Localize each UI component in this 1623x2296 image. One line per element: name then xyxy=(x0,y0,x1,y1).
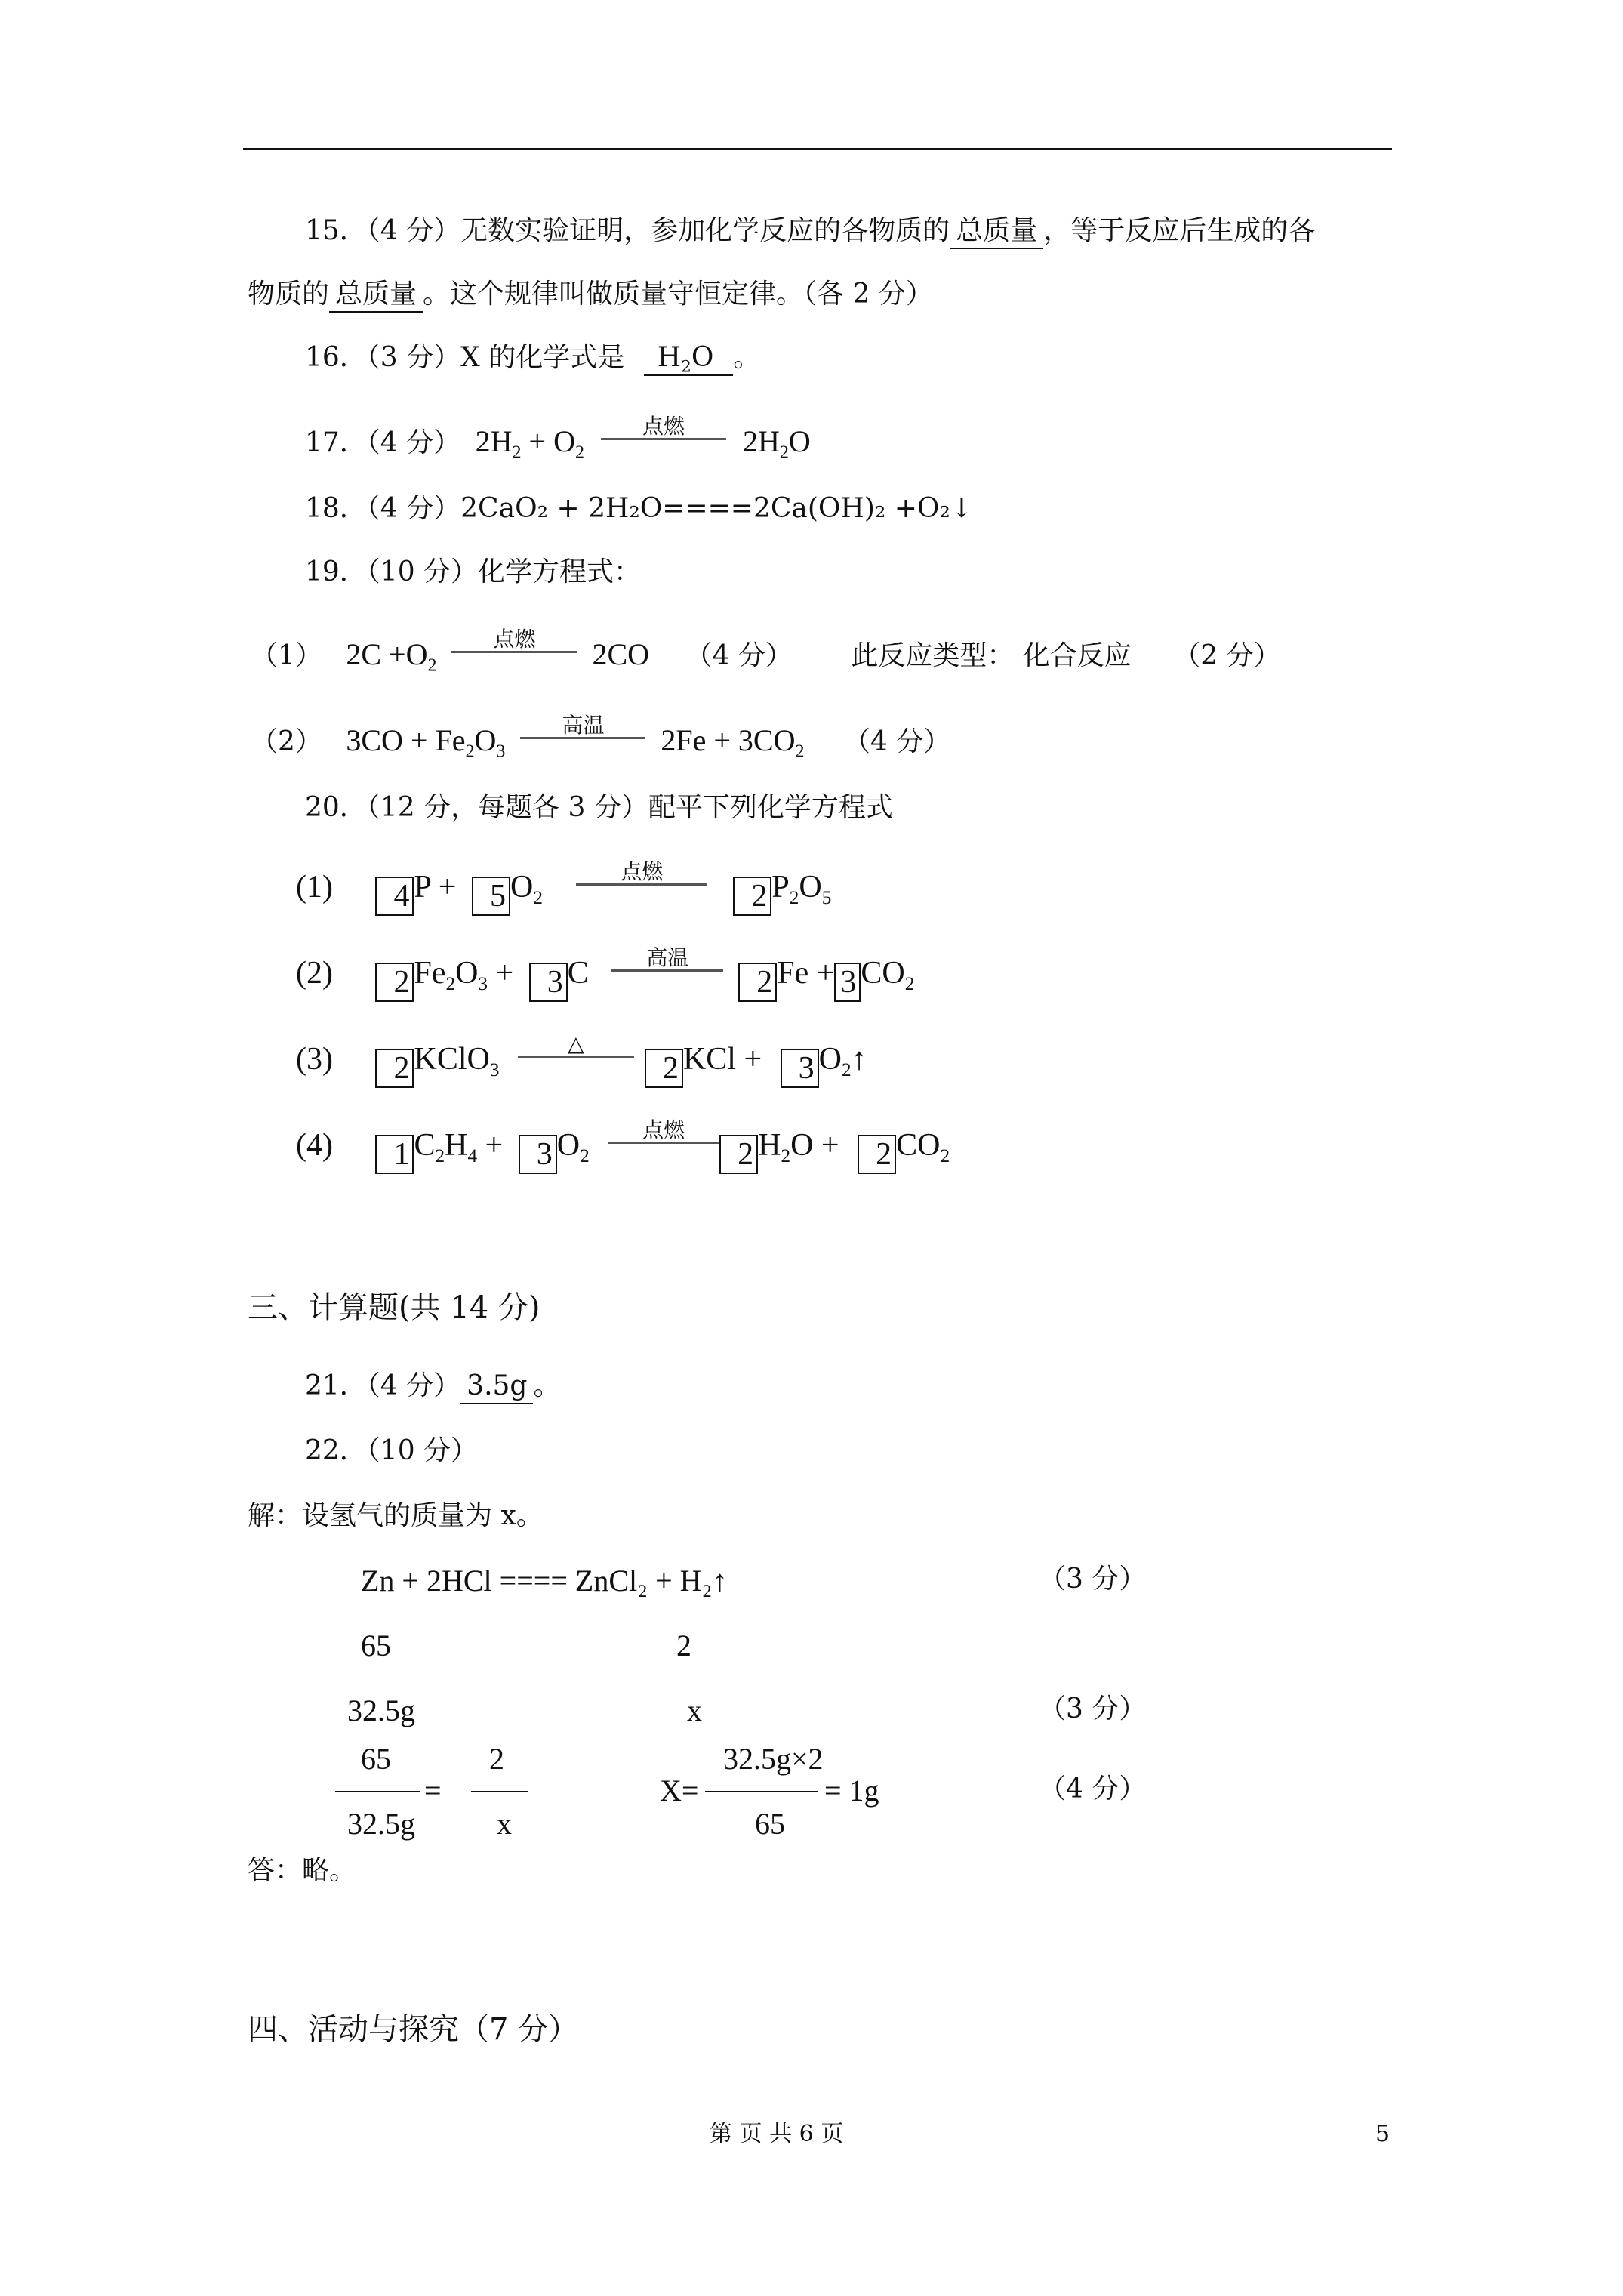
q19-reaction-type-score: （2 分） xyxy=(1173,640,1281,671)
q20-row-1-coef-2: 5 xyxy=(472,877,510,916)
section-4-title: 四、活动与探究（7 分） xyxy=(248,2012,579,2047)
q20-row-3-coef-2: 2 xyxy=(645,1049,683,1088)
q19-part1 xyxy=(251,628,1281,676)
q20-row-2-label: (2) xyxy=(296,956,333,991)
q19-part2-equation: $3CO + Fe_2O_3$ 高温 $2Fe + 3CO_2$ xyxy=(346,714,805,762)
q20-row-4-coef-2: 3 xyxy=(519,1135,557,1174)
q19-reaction-type: 此反应类型： 化合反应 xyxy=(851,640,1132,671)
q22-answer: 答：略。 xyxy=(248,1855,357,1886)
q22-score-1: （3 分） xyxy=(1039,1564,1147,1595)
q19-part2-arrow xyxy=(520,714,645,750)
q15-text-b: ，等于反应后生成的各 xyxy=(1043,215,1316,246)
q19-title: 19．（10 分）化学方程式： xyxy=(305,556,642,587)
q17-condition: 点燃 xyxy=(642,415,685,439)
q19-part1-equation: $2C +O_2$ 点燃 2CO xyxy=(346,628,650,676)
section-3-title: 三、计算题(共 14 分) xyxy=(248,1290,540,1325)
q20-row-3: (3) 2 KClO$_3$ △ 2 KCl + 3 $O_2↑$ xyxy=(296,1042,867,1088)
q18-text: 18．（4 分）2CaO₂ + 2H₂O====2Ca(OH)₂ +O₂↓ xyxy=(305,493,974,524)
q22-fraction-2-bar xyxy=(471,1791,528,1792)
q21-end: 。 xyxy=(533,1370,561,1401)
q20-row-2-coef-2: 3 xyxy=(529,963,568,1002)
q20-row-3-coef-3: 3 xyxy=(781,1049,819,1088)
q22-x-bar xyxy=(705,1791,818,1792)
q22-setup: 解：设氢气的质量为 x。 xyxy=(248,1500,544,1531)
q20-row-1-arrow xyxy=(576,861,707,897)
q19-part1-condition: 点燃 xyxy=(493,628,536,652)
q20-row-4-label: (4) xyxy=(296,1128,333,1163)
q19-part1-label: （1） xyxy=(251,640,322,671)
q20-row-3-condition: △ xyxy=(568,1033,584,1056)
q21-answer: 3.5g xyxy=(460,1370,533,1404)
q15-text-d: 。这个规律叫做质量守恒定律。（各 2 分） xyxy=(423,279,933,310)
q20-title: 20．（12 分，每题各 3 分）配平下列化学方程式 xyxy=(305,792,893,823)
q22-fraction-2-denominator: x xyxy=(497,1807,512,1841)
footer-page-count: 第 页 共 6 页 xyxy=(710,2121,844,2147)
q20-row-4-condition: 点燃 xyxy=(642,1119,685,1142)
q20-row-2-arrow xyxy=(611,947,723,983)
q20-row-1-coef-1: 4 xyxy=(375,877,414,916)
q22-x-lhs: X= xyxy=(660,1774,699,1808)
footer-page-number: 5 xyxy=(1375,2121,1390,2147)
q17-line xyxy=(305,415,811,463)
q22-fraction-1-denominator: 32.5g xyxy=(347,1807,415,1841)
q15-line1 xyxy=(305,217,1315,245)
q18-line xyxy=(305,495,973,522)
q21-line xyxy=(305,1370,561,1401)
q20-row-1-condition: 点燃 xyxy=(621,861,664,884)
q20-row-3-label: (3) xyxy=(296,1042,333,1077)
q19-part2-label: （2） xyxy=(251,726,322,757)
q19-part1-score: （4 分） xyxy=(685,640,793,671)
q22-fraction-2-numerator: 2 xyxy=(489,1742,504,1776)
q20-row-1-coef-3: 2 xyxy=(733,877,771,916)
q20-row-4-coef-4: 2 xyxy=(858,1135,896,1174)
q22-x-numerator: 32.5g×2 xyxy=(723,1742,824,1776)
q20-row-3-coef-1: 2 xyxy=(375,1049,414,1088)
q22-proportion-equals: = xyxy=(424,1774,442,1808)
q22-mass-zn: 65 xyxy=(361,1629,391,1663)
q16-text: 16．（3 分）X 的化学式是 xyxy=(305,342,625,373)
q20-row-3-arrow xyxy=(518,1033,634,1069)
q22-score-2: （3 分） xyxy=(1039,1693,1147,1724)
q16-end: 。 xyxy=(733,342,761,373)
q19-part2 xyxy=(251,714,951,762)
q20-row-2-coef-1: 2 xyxy=(375,963,414,1002)
q20-row-2-coef-4: 3 xyxy=(834,963,861,1002)
q22-unknown-h2: x xyxy=(687,1693,702,1727)
q20-row-2: (2) 2 $Fe_2O_3 + 3$ C 高温 2 Fe + 3 $CO_2$ xyxy=(296,956,914,1002)
q20-row-4: (4) 1 $C_2H_4 + 3$ $O_2$ 点燃 2 $H_2O + 2$ $CO_2$ xyxy=(296,1128,950,1174)
q22-title: 22．（10 分） xyxy=(305,1435,479,1466)
q15-text-c: 物质的 xyxy=(248,279,330,310)
q17-arrow xyxy=(601,415,726,451)
q22-given-zn: 32.5g xyxy=(347,1693,415,1727)
q15-answer-2: 总质量 xyxy=(329,279,423,313)
q22-score-3: （4 分） xyxy=(1039,1774,1147,1804)
q20-row-4-coef-3: 2 xyxy=(719,1135,758,1174)
q22-x-denominator: 65 xyxy=(755,1807,785,1841)
q20-row-2-condition: 高温 xyxy=(646,947,689,970)
q22-fraction-1-bar xyxy=(335,1791,420,1792)
q22-mass-h2: 2 xyxy=(676,1629,691,1663)
q17-equation: $2H_2 + O_2$ 点燃 $2H_2O$ xyxy=(475,415,811,463)
q22-fraction-1-numerator: 65 xyxy=(361,1742,391,1776)
q22-x-result: = 1g xyxy=(824,1774,879,1808)
q19-part1-arrow xyxy=(451,628,577,664)
q20-row-4-coef-1: 1 xyxy=(375,1135,414,1174)
q15-text-a: 15．（4 分）无数实验证明，参加化学反应的各物质的 xyxy=(305,215,950,246)
q20-row-1: (1) 4 P + 5 $O_2$ 点燃 2 $P_2O_5$ xyxy=(296,870,831,916)
q19-part2-score: （4 分） xyxy=(842,726,951,757)
q21-text: 21．（4 分） xyxy=(305,1370,461,1401)
q20-row-1-label: (1) xyxy=(296,870,333,905)
q15-line2 xyxy=(248,281,933,308)
q20-row-4-arrow xyxy=(608,1119,719,1155)
header-rule xyxy=(243,148,1392,150)
q19-part2-condition: 高温 xyxy=(562,714,605,738)
q17-number: 17．（4 分） xyxy=(305,427,461,458)
q20-row-2-coef-3: 2 xyxy=(738,963,777,1002)
q22-equation: Zn + 2HCl ==== ZnCl₂ + H₂↑ xyxy=(361,1564,728,1598)
q15-answer-1: 总质量 xyxy=(950,215,1043,249)
q16-answer: $H_2O$ xyxy=(644,342,734,376)
q16-line xyxy=(305,342,761,377)
